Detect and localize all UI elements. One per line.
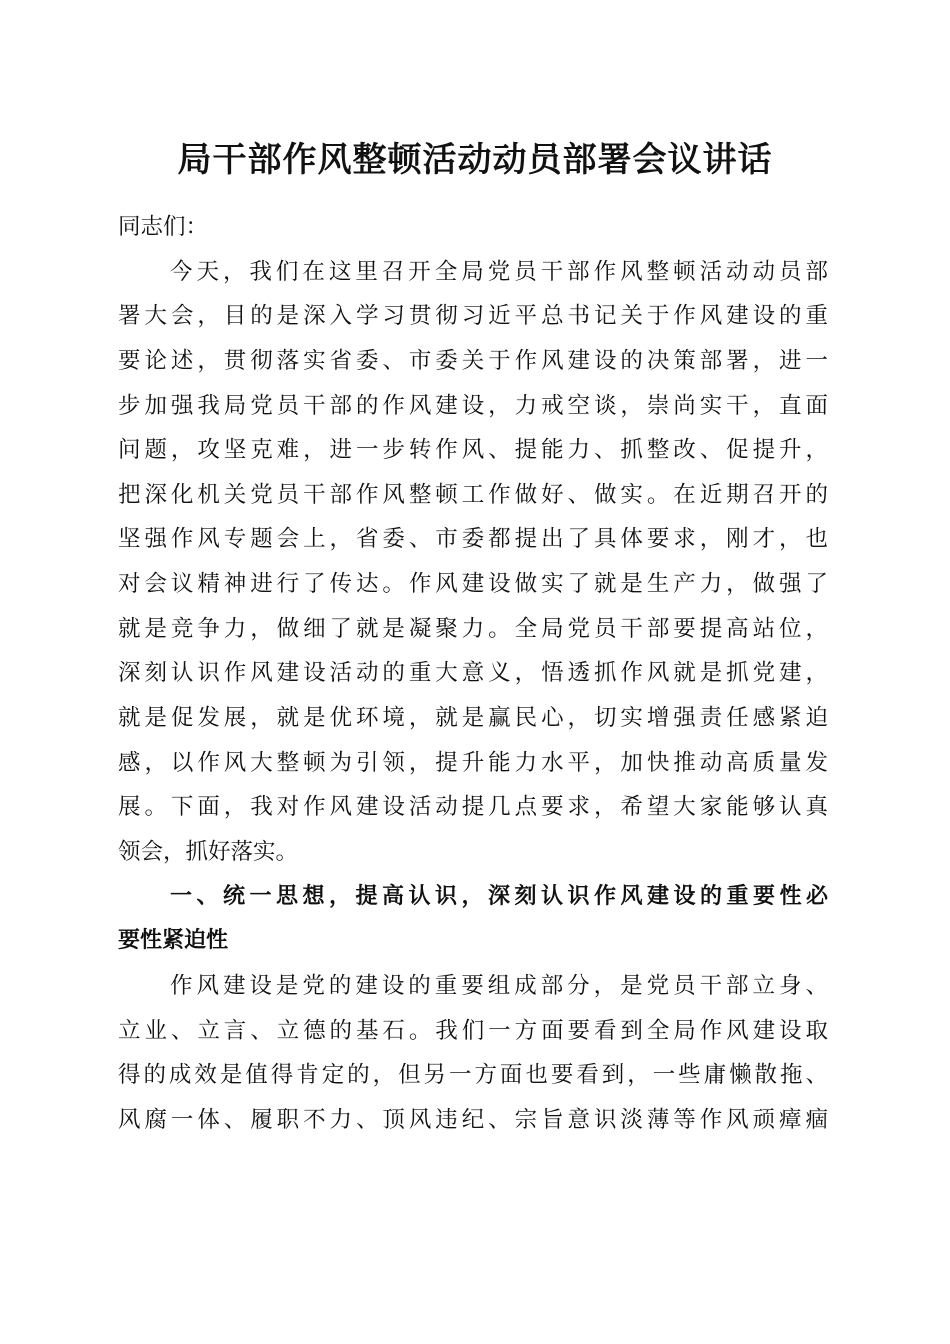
- paragraph-line: 把深化机关党员干部作风整顿工作做好、做实。在近期召开的: [118, 481, 828, 508]
- paragraph-line: 步加强我局党员干部的作风建设，力戒空谈，崇尚实干，直面: [118, 392, 828, 419]
- paragraph-line: 立业、立言、立德的基石。我们一方面要看到全局作风建设取: [118, 1017, 828, 1044]
- paragraph-line: 对会议精神进行了传达。作风建设做实了就是生产力，做强了: [118, 571, 828, 598]
- paragraph-line: 风腐一体、履职不力、顶风违纪、宗旨意识淡薄等作风顽瘴痼: [118, 1106, 828, 1133]
- document-title: 局干部作风整顿活动动员部署会议讲话: [177, 140, 773, 180]
- paragraph-line: 得的成效是值得肯定的，但另一方面也要看到，一些庸懒散拖、: [118, 1062, 828, 1089]
- paragraph-line: 领会，抓好落实。: [118, 838, 299, 865]
- paragraph-line: 就是竞争力，做细了就是凝聚力。全局党员干部要提高站位，: [118, 615, 828, 642]
- section-heading-line: 一、统一思想，提高认识，深刻认识作风建设的重要性必: [170, 883, 828, 909]
- paragraph-line: 坚强作风专题会上，省委、市委都提出了具体要求，刚才，也: [118, 526, 828, 553]
- paragraph-line: 就是促发展，就是优环境，就是赢民心，切实增强责任感紧迫: [118, 705, 828, 732]
- paragraph-line: 感，以作风大整顿为引领，提升能力水平，加快推动高质量发: [118, 749, 828, 776]
- paragraph-line: 展。下面，我对作风建设活动提几点要求，希望大家能够认真: [118, 794, 828, 821]
- paragraph-line: 深刻认识作风建设活动的重大意义，悟透抓作风就是抓党建，: [118, 660, 828, 687]
- paragraph-line: 今天，我们在这里召开全局党员干部作风整顿活动动员部: [170, 258, 828, 285]
- paragraph-line: 要论述，贯彻落实省委、市委关于作风建设的决策部署，进一: [118, 347, 828, 374]
- section-heading-line: 要性紧迫性: [118, 928, 229, 954]
- paragraph-line: 同志们：: [118, 214, 209, 240]
- paragraph-line: 问题，攻坚克难，进一步转作风、提能力、抓整改、促提升，: [118, 437, 828, 464]
- paragraph-line: 作风建设是党的建设的重要组成部分，是党员干部立身、: [170, 972, 828, 999]
- paragraph-line: 署大会，目的是深入学习贯彻习近平总书记关于作风建设的重: [118, 303, 828, 330]
- document-body: [118, 205, 828, 1142]
